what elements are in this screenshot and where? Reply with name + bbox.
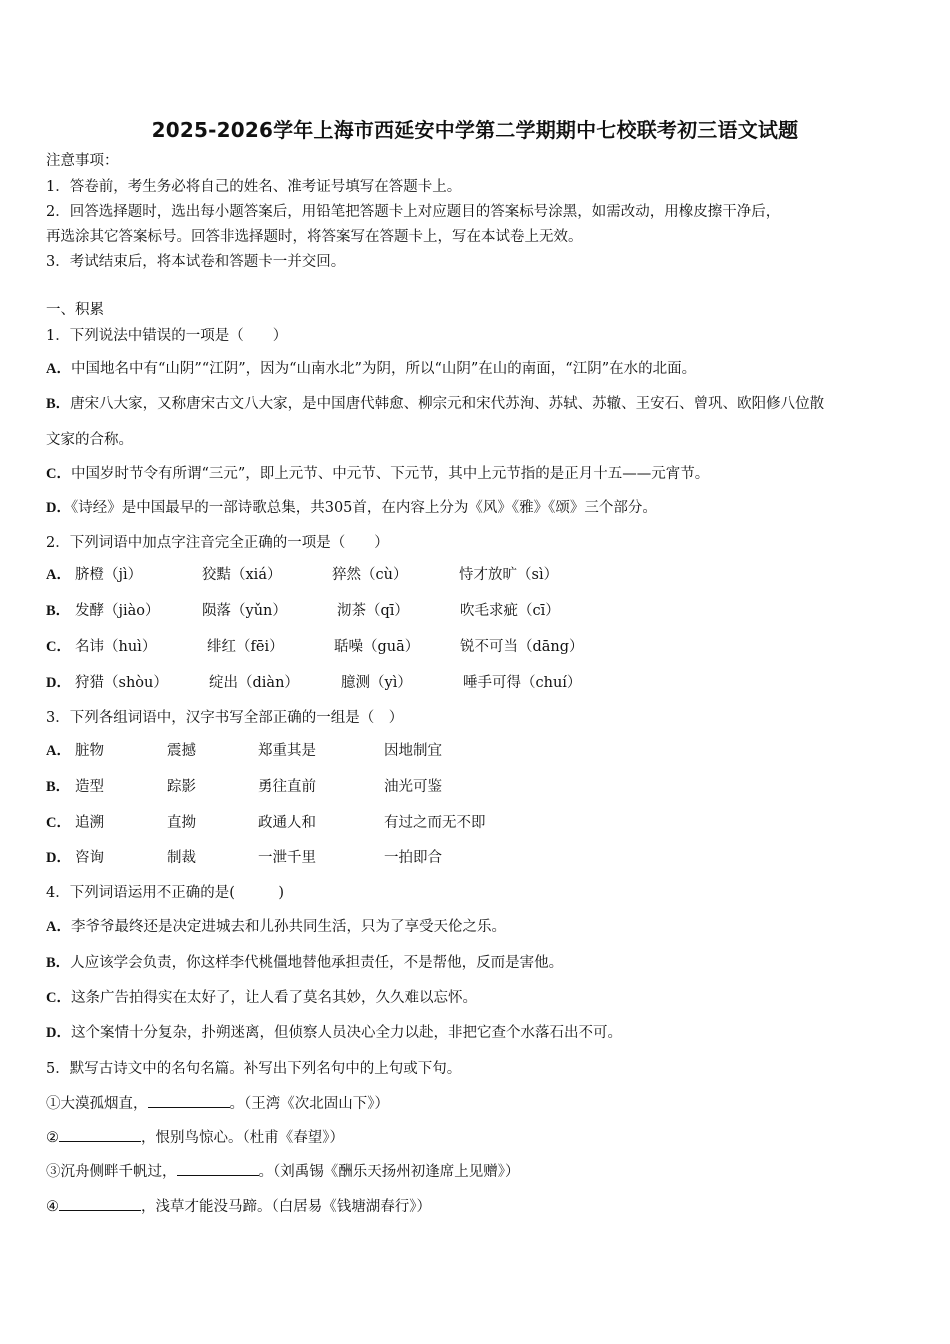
option-item: 吹毛求疵（cī） bbox=[460, 603, 560, 619]
recitation-pre: ③沉舟侧畔千帆过， bbox=[46, 1164, 177, 1180]
recitation-item-3 bbox=[46, 1161, 520, 1182]
option-item: 因地制宜 bbox=[384, 743, 442, 759]
answer-blank[interactable] bbox=[59, 1196, 141, 1211]
section-heading: 一、积累 bbox=[46, 302, 104, 318]
recitation-post: 。（刘禹锡《酬乐天扬州初逢席上见赠》） bbox=[258, 1164, 520, 1180]
recitation-post: ，浅草才能没马蹄。（白居易《钱塘湖春行》） bbox=[141, 1199, 431, 1215]
option-item: 一拍即合 bbox=[384, 850, 442, 866]
question-1-stem: 1．下列说法中错误的一项是（ ） bbox=[46, 328, 288, 344]
question-1-option-b bbox=[46, 394, 824, 414]
option-item: 臆测（yì） bbox=[341, 675, 412, 691]
option-item: 聒噪（guā） bbox=[334, 639, 420, 655]
notice-item: 1．答卷前，考生务必将自己的姓名、准考证号填写在答题卡上。 bbox=[46, 179, 462, 195]
question-4-option-b bbox=[46, 953, 563, 973]
notice-item: 2．回答选择题时，选出每小题答案后，用铅笔把答题卡上对应题目的答案标号涂黑，如需改动，用橡皮擦干净后， bbox=[46, 204, 781, 220]
recitation-item-4 bbox=[46, 1196, 431, 1217]
option-letter: D． bbox=[46, 500, 71, 516]
option-letter: B． bbox=[46, 396, 71, 412]
option-text: 人应该学会负责，你这样李代桃僵地替他承担责任，不是帮他，反而是害他。 bbox=[70, 955, 564, 971]
option-item: 直拗 bbox=[167, 815, 196, 831]
option-text: 唐宋八大家，又称唐宋古文八大家，是中国唐代韩愈、柳宗元和宋代苏洵、苏轼、苏辙、王安石、曾巩、欧阳修八位散 bbox=[70, 396, 825, 412]
option-item: 制裁 bbox=[167, 850, 196, 866]
option-letter: D． bbox=[46, 675, 71, 691]
notice-item: 3．考试结束后，将本试卷和答题卡一并交回。 bbox=[46, 254, 346, 270]
option-item: 陨落（yǔn） bbox=[202, 603, 287, 619]
answer-blank[interactable] bbox=[148, 1093, 230, 1108]
recitation-post: ，恨别鸟惊心。（杜甫《春望》） bbox=[141, 1130, 344, 1146]
option-letter: B． bbox=[46, 779, 71, 795]
option-letter: C． bbox=[46, 990, 71, 1006]
question-3-stem: 3．下列各组词语中，汉字书写全部正确的一组是（ ） bbox=[46, 710, 404, 726]
question-4-option-a bbox=[46, 917, 506, 937]
option-text: 这条广告拍得实在太好了，让人看了莫名其妙，久久难以忘怀。 bbox=[70, 990, 477, 1006]
option-text: 中国地名中有“山阴”“江阴”，因为“山南水北”为阴，所以“山阴”在山的南面，“江阴”在水的北面。 bbox=[70, 361, 697, 377]
question-2-stem: 2．下列词语中加点字注音完全正确的一项是（ ） bbox=[46, 535, 389, 551]
option-item: 绽出（diàn） bbox=[209, 675, 299, 691]
answer-blank[interactable] bbox=[177, 1161, 259, 1176]
option-item: 勇往直前 bbox=[258, 779, 316, 795]
question-4-option-c bbox=[46, 988, 477, 1008]
option-letter: B． bbox=[46, 603, 71, 619]
recitation-item-2 bbox=[46, 1127, 344, 1148]
question-1-option-b-cont bbox=[46, 430, 133, 450]
page-title: 2025-2026学年上海市西延安中学第二学期期中七校联考初三语文试题 bbox=[151, 118, 799, 142]
question-1-option-a bbox=[46, 359, 696, 379]
option-item: 发酵（jiào） bbox=[75, 603, 160, 619]
option-item: 名讳（huì） bbox=[75, 639, 157, 655]
option-letter: C． bbox=[46, 466, 71, 482]
option-letter: B． bbox=[46, 955, 71, 971]
question-5-stem: 5．默写古诗文中的名句名篇。补写出下列名句中的上句或下句。 bbox=[46, 1061, 462, 1077]
notice-heading: 注意事项： bbox=[46, 153, 119, 169]
option-item: 有过之而无不即 bbox=[384, 815, 486, 831]
option-item: 踪影 bbox=[167, 779, 196, 795]
option-item: 绯红（fēi） bbox=[207, 639, 284, 655]
recitation-pre: ④ bbox=[46, 1199, 59, 1215]
option-item: 狡黠（xiá） bbox=[202, 567, 282, 583]
option-item: 追溯 bbox=[75, 815, 104, 831]
recitation-item-1 bbox=[46, 1093, 389, 1114]
question-4-option-d bbox=[46, 1023, 622, 1043]
answer-blank[interactable] bbox=[59, 1127, 141, 1142]
option-text: 这个案情十分复杂，扑朔迷离，但侦察人员决心全力以赴，非把它查个水落石出不可。 bbox=[70, 1025, 622, 1041]
option-letter: A． bbox=[46, 919, 71, 935]
question-1-option-c bbox=[46, 464, 709, 484]
recitation-pre: ①大漠孤烟直， bbox=[46, 1096, 148, 1112]
question-4-stem: 4．下列词语运用不正确的是( ) bbox=[46, 885, 285, 901]
recitation-post: 。（王湾《次北固山下》） bbox=[229, 1096, 389, 1112]
option-item: 咨询 bbox=[75, 850, 104, 866]
option-letter: A． bbox=[46, 361, 71, 377]
option-letter: A． bbox=[46, 567, 71, 583]
option-letter: C． bbox=[46, 815, 71, 831]
option-text: 中国岁时节令有所谓“三元”，即上元节、中元节、下元节，其中上元节指的是正月十五——元宵节。 bbox=[70, 466, 710, 482]
option-letter: A． bbox=[46, 743, 71, 759]
option-text: 李爷爷最终还是决定进城去和儿孙共同生活，只为了享受天伦之乐。 bbox=[70, 919, 506, 935]
notice-item: 再选涂其它答案标号。回答非选择题时，将答案写在答题卡上，写在本试卷上无效。 bbox=[46, 229, 583, 245]
option-text: 文家的合称。 bbox=[46, 432, 133, 448]
option-item: 震撼 bbox=[167, 743, 196, 759]
option-item: 郑重其是 bbox=[258, 743, 316, 759]
option-item: 一泄千里 bbox=[258, 850, 316, 866]
option-letter: D． bbox=[46, 1025, 71, 1041]
option-item: 猝然（cù） bbox=[332, 567, 408, 583]
option-item: 恃才放旷（sì） bbox=[459, 567, 559, 583]
option-item: 造型 bbox=[75, 779, 104, 795]
question-1-option-d bbox=[46, 498, 657, 518]
option-item: 沏茶（qī） bbox=[337, 603, 409, 619]
option-item: 锐不可当（dāng） bbox=[460, 639, 584, 655]
option-letter: C． bbox=[46, 639, 71, 655]
option-item: 脏物 bbox=[75, 743, 104, 759]
option-item: 油光可鉴 bbox=[384, 779, 442, 795]
option-text: 《诗经》是中国最早的一部诗歌总集，共305首，在内容上分为《风》《雅》《颂》三个部分。 bbox=[70, 500, 657, 516]
option-item: 政通人和 bbox=[258, 815, 316, 831]
option-item: 脐橙（jì） bbox=[75, 567, 143, 583]
recitation-pre: ② bbox=[46, 1130, 59, 1146]
option-item: 唾手可得（chuí） bbox=[463, 675, 582, 691]
option-item: 狩猎（shòu） bbox=[75, 675, 168, 691]
option-letter: D． bbox=[46, 850, 71, 866]
